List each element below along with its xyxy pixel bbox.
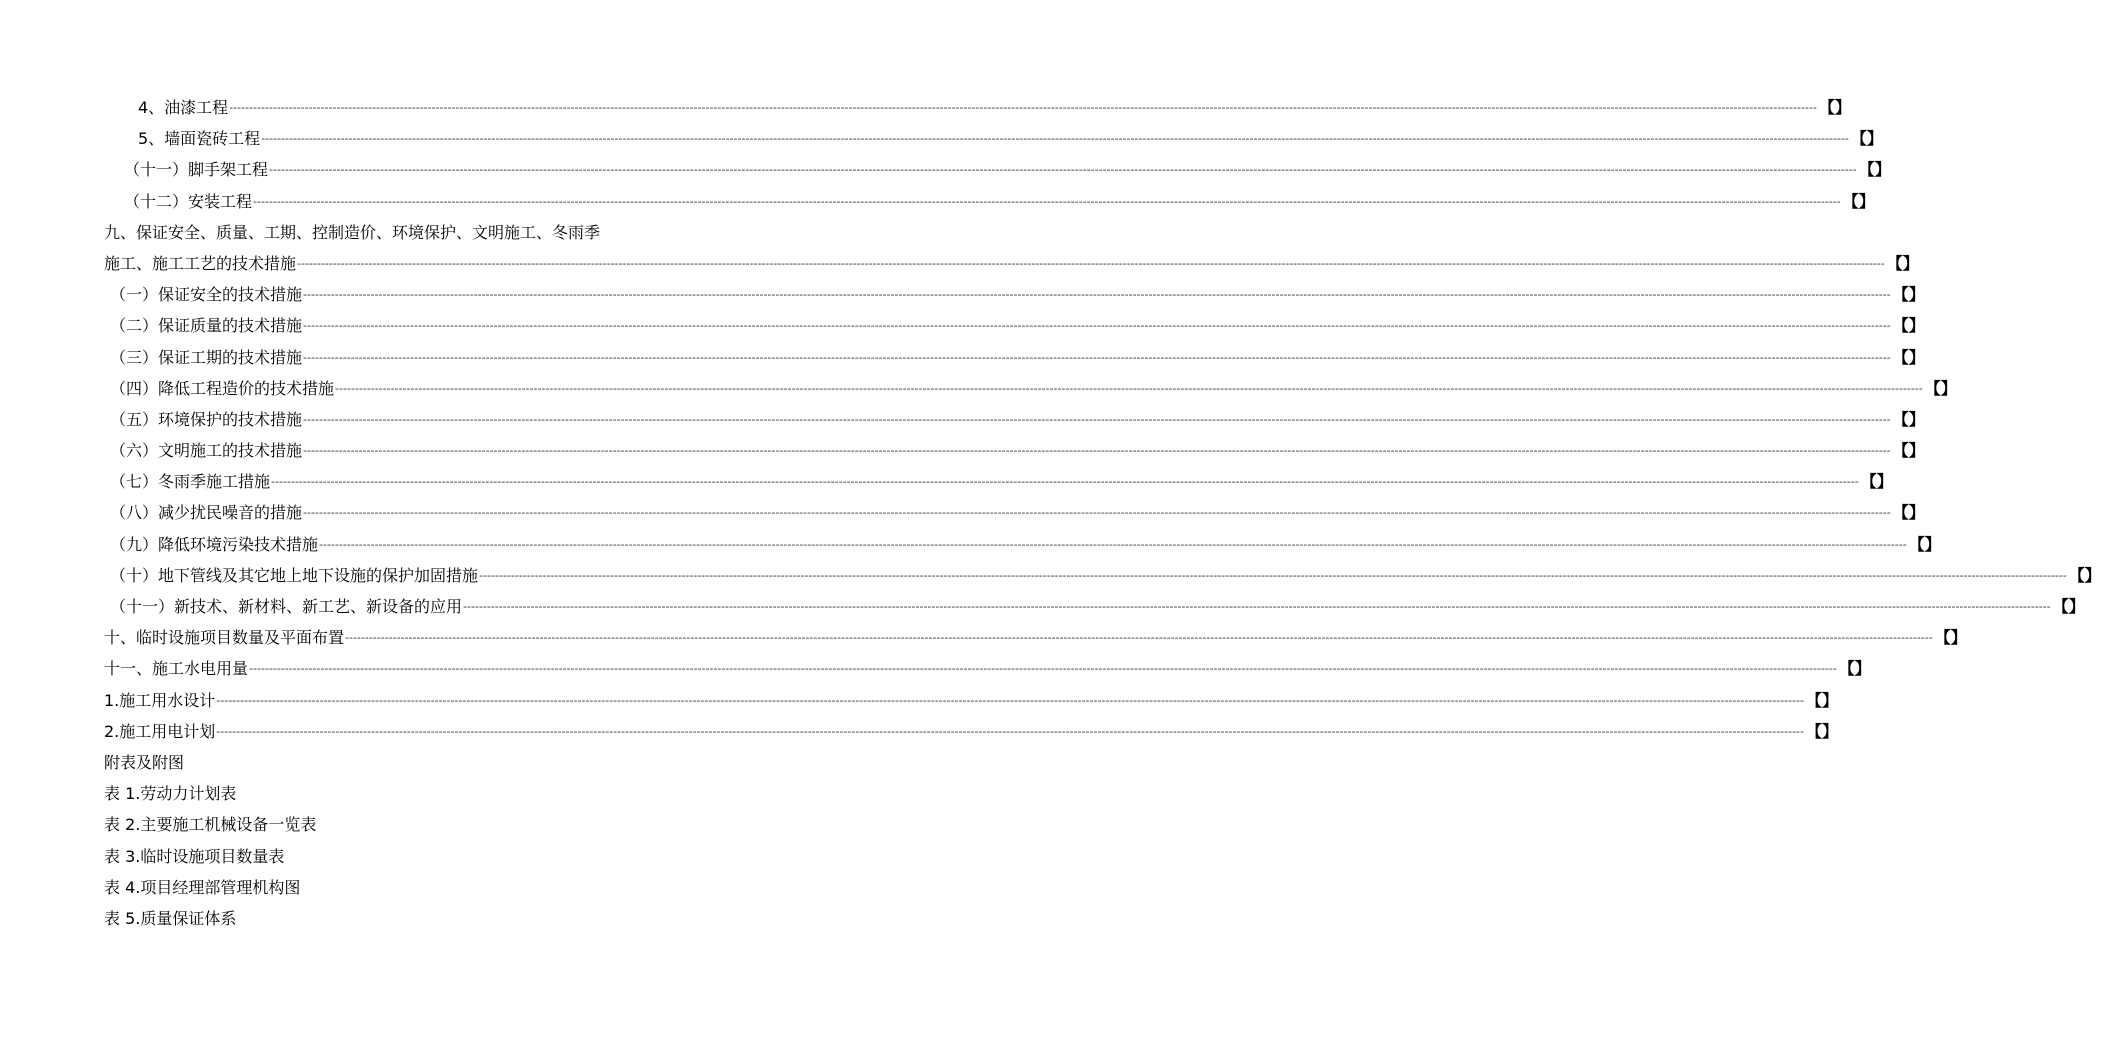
toc-dot-leader: ---------------------------------------------------------------------------------------------------------------------------------------------------------------------------------------------------------------------------------------------------------------------------------------------------------------------------------------------------------------------------------------------------------------- <box>269 163 1857 177</box>
toc-entry[interactable] <box>104 123 1883 154</box>
toc-dot-leader: ---------------------------------------------------------------------------------------------------------------------------------------------------------------------------------------------------------------------------------------------------------------------------------------------------------------------------------------------------------------------------------------------------------------- <box>303 350 1891 364</box>
toc-entry[interactable] <box>104 92 1851 123</box>
toc-page-number: 【】 <box>1924 378 1957 398</box>
toc-dot-leader: ---------------------------------------------------------------------------------------------------------------------------------------------------------------------------------------------------------------------------------------------------------------------------------------------------------------------------------------------------------------------------------------------------------------- <box>303 444 1891 458</box>
toc-entry[interactable] <box>104 404 1925 435</box>
toc-entry-label: （九）降低环境污染技术措施 <box>110 534 319 554</box>
toc-entry[interactable] <box>104 435 1925 466</box>
toc-page-number: 【】 <box>1850 129 1883 149</box>
toc-entry[interactable] <box>104 716 1838 747</box>
toc-page-number: 【】 <box>1892 347 1925 367</box>
toc-dot-leader: ---------------------------------------------------------------------------------------------------------------------------------------------------------------------------------------------------------------------------------------------------------------------------------------------------------------------------------------------------------------------------------------------------------------- <box>303 412 1891 426</box>
toc-dot-leader: ---------------------------------------------------------------------------------------------------------------------------------------------------------------------------------------------------------------------------------------------------------------------------------------------------------------------------------------------------------------------------------------------------------------- <box>216 724 1804 738</box>
toc-dot-leader: ---------------------------------------------------------------------------------------------------------------------------------------------------------------------------------------------------------------------------------------------------------------------------------------------------------------------------------------------------------------------------------------------------------------- <box>253 194 1841 208</box>
toc-entry-label: 施工、施工工艺的技术措施 <box>104 253 297 273</box>
toc-page-number: 【】 <box>1886 253 1919 273</box>
toc-entry-label: （十二）安装工程 <box>124 191 253 211</box>
toc-dot-leader: ---------------------------------------------------------------------------------------------------------------------------------------------------------------------------------------------------------------------------------------------------------------------------------------------------------------------------------------------------------------------------------------------------------------- <box>463 600 2051 613</box>
toc-dot-leader: ---------------------------------------------------------------------------------------------------------------------------------------------------------------------------------------------------------------------------------------------------------------------------------------------------------------------------------------------------------------------------------------------------------------- <box>297 256 1885 270</box>
toc-entry-label: （六）文明施工的技术措施 <box>110 441 303 461</box>
toc-page-number: 【】 <box>1805 690 1838 710</box>
toc-entry[interactable] <box>104 466 1893 497</box>
appendix-item[interactable]: 表 4.项目经理部管理机构图 <box>104 877 301 897</box>
toc-entry-label: 1.施工用水设计 <box>104 690 216 710</box>
toc-dot-leader: ---------------------------------------------------------------------------------------------------------------------------------------------------------------------------------------------------------------------------------------------------------------------------------------------------------------------------------------------------------------------------------------------------------------- <box>303 319 1891 333</box>
toc-page-number: 【】 <box>1892 316 1925 336</box>
toc-entry-label: （一）保证安全的技术措施 <box>110 285 303 305</box>
toc-dot-leader: ---------------------------------------------------------------------------------------------------------------------------------------------------------------------------------------------------------------------------------------------------------------------------------------------------------------------------------------------------------------------------------------------------------------- <box>261 132 1849 146</box>
toc-entry-label: （八）减少扰民噪音的措施 <box>110 503 303 523</box>
toc-page-number: 【】 <box>1860 472 1893 492</box>
toc-entry[interactable] <box>104 154 1891 185</box>
toc-page-number: 【】 <box>1934 628 1967 648</box>
toc-entry[interactable] <box>104 186 1875 217</box>
toc-entry[interactable] <box>104 373 1957 404</box>
toc-entry-label: 4、油漆工程 <box>138 98 229 117</box>
appendix-item[interactable]: 表 3.临时设施项目数量表 <box>104 846 285 866</box>
toc-page-number: 【】 <box>1818 98 1851 117</box>
appendix-item[interactable]: 表 5.质量保证体系 <box>104 908 237 928</box>
toc-entry[interactable] <box>104 685 1838 716</box>
toc-entry-label: （七）冬雨季施工措施 <box>110 472 271 492</box>
toc-entry-label: （十一）脚手架工程 <box>124 160 269 180</box>
toc-dot-leader: ---------------------------------------------------------------------------------------------------------------------------------------------------------------------------------------------------------------------------------------------------------------------------------------------------------------------------------------------------------------------------------------------------------------- <box>216 693 1804 707</box>
appendix-item[interactable]: 表 1.劳动力计划表 <box>104 784 237 804</box>
toc-entry-label: （二）保证质量的技术措施 <box>110 316 303 336</box>
toc-entry-label: （十一）新技术、新材料、新工艺、新设备的应用 <box>110 597 463 616</box>
toc-dot-leader: ---------------------------------------------------------------------------------------------------------------------------------------------------------------------------------------------------------------------------------------------------------------------------------------------------------------------------------------------------------------------------------------------------------------- <box>271 475 1859 489</box>
toc-entry-label: （十）地下管线及其它地上地下设施的保护加固措施 <box>110 565 479 585</box>
toc-dot-leader: ---------------------------------------------------------------------------------------------------------------------------------------------------------------------------------------------------------------------------------------------------------------------------------------------------------------------------------------------------------------------------------------------------------------- <box>345 631 1933 645</box>
toc-entry-label: 5、墙面瓷砖工程 <box>138 129 261 149</box>
appendix-item[interactable]: 表 2.主要施工机械设备一览表 <box>104 815 317 835</box>
toc-entry-label: （五）环境保护的技术措施 <box>110 409 303 429</box>
toc-entry[interactable] <box>104 248 1919 279</box>
toc-entry[interactable] <box>104 279 1925 310</box>
table-of-contents <box>104 92 2101 934</box>
toc-dot-leader: ---------------------------------------------------------------------------------------------------------------------------------------------------------------------------------------------------------------------------------------------------------------------------------------------------------------------------------------------------------------------------------------------------------------- <box>335 381 1923 395</box>
toc-entry[interactable] <box>104 622 1967 653</box>
toc-page-number: 【】 <box>1892 503 1925 523</box>
toc-dot-leader: ---------------------------------------------------------------------------------------------------------------------------------------------------------------------------------------------------------------------------------------------------------------------------------------------------------------------------------------------------------------------------------------------------------------- <box>249 662 1837 676</box>
toc-entry[interactable] <box>104 342 1925 373</box>
toc-entry[interactable] <box>104 653 1871 684</box>
toc-entry[interactable] <box>104 217 620 248</box>
toc-dot-leader: ---------------------------------------------------------------------------------------------------------------------------------------------------------------------------------------------------------------------------------------------------------------------------------------------------------------------------------------------------------------------------------------------------------------- <box>303 288 1891 302</box>
toc-entry[interactable] <box>104 529 1941 560</box>
toc-page-number: 【】 <box>2068 565 2101 585</box>
toc-dot-leader: ---------------------------------------------------------------------------------------------------------------------------------------------------------------------------------------------------------------------------------------------------------------------------------------------------------------------------------------------------------------------------------------------------------------- <box>479 568 2067 582</box>
toc-page-number: 【】 <box>1838 659 1871 679</box>
toc-dot-leader: ---------------------------------------------------------------------------------------------------------------------------------------------------------------------------------------------------------------------------------------------------------------------------------------------------------------------------------------------------------------------------------------------------------------- <box>319 537 1907 551</box>
toc-entry[interactable] <box>104 310 1925 341</box>
toc-dot-leader: ---------------------------------------------------------------------------------------------------------------------------------------------------------------------------------------------------------------------------------------------------------------------------------------------------------------------------------------------------------------------------------------------------------------- <box>303 506 1891 520</box>
toc-page-number: 【】 <box>1908 534 1941 554</box>
toc-entry[interactable] <box>104 497 1925 528</box>
appendix-title: 附表及附图 <box>104 752 185 772</box>
toc-entry-label: 九、保证安全、质量、工期、控制造价、环境保护、文明施工、冬雨季 <box>104 222 601 242</box>
toc-page-number: 【】 <box>1892 285 1925 305</box>
toc-page-number: 【】 <box>1858 160 1891 180</box>
toc-entry-label: 十一、施工水电用量 <box>104 659 249 679</box>
toc-entry-label: 2.施工用电计划 <box>104 721 216 741</box>
toc-entry[interactable] <box>104 591 2085 622</box>
toc-entry-label: （三）保证工期的技术措施 <box>110 347 303 367</box>
toc-page-number: 【】 <box>1892 441 1925 461</box>
toc-page-number: 【】 <box>1892 409 1925 429</box>
toc-page-number: 【】 <box>2052 597 2085 616</box>
toc-entry-label: （四）降低工程造价的技术措施 <box>110 378 335 398</box>
toc-dot-leader: ---------------------------------------------------------------------------------------------------------------------------------------------------------------------------------------------------------------------------------------------------------------------------------------------------------------------------------------------------------------------------------------------------------------- <box>229 101 1817 114</box>
toc-page-number: 【】 <box>1805 721 1838 741</box>
toc-entry[interactable] <box>104 560 2101 591</box>
toc-entry-label: 十、临时设施项目数量及平面布置 <box>104 628 345 648</box>
toc-page-number: 【】 <box>1842 191 1875 211</box>
